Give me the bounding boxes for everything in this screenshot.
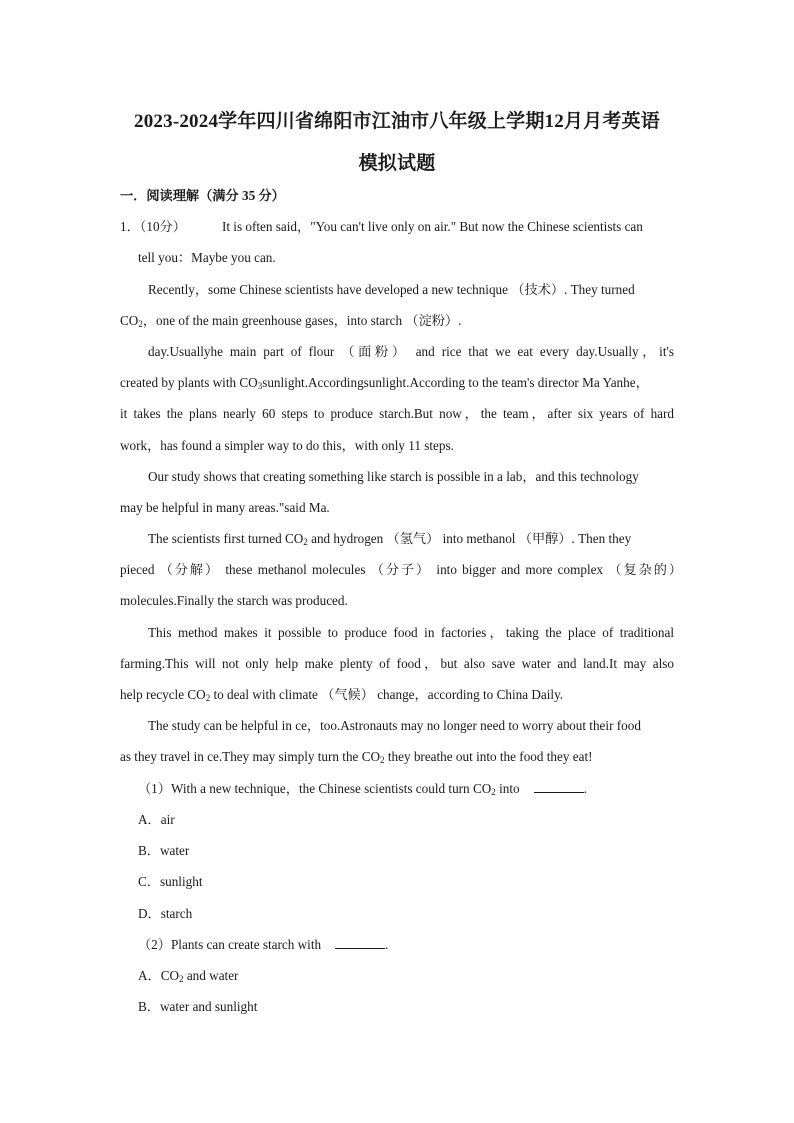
section-heading: 一．阅读理解（满分 35 分） (120, 188, 285, 203)
paragraph-line: Recently，some Chinese scientists have developed a new technique （技术）. They turned (148, 282, 635, 297)
option-c: C．sunlight (138, 874, 203, 889)
paragraph-line: day.Usuallyhe main part of flour （面粉） and rice that we eat every day.Usually，it's (148, 344, 674, 359)
paragraph-line: Our study shows that creating something like starch is possible in a lab，and this technology (148, 469, 639, 484)
option-d: D．starch (138, 906, 193, 921)
paragraph-line: This method makes it possible to produce food in factories，taking the place of traditional (148, 625, 674, 640)
answer-blank (534, 780, 584, 793)
option-a: A．$CO_2$ and water (138, 968, 239, 984)
paragraph-line: created by plants with $CO_3sunlight.Accordingsunlight.According$ to the team's director Ma Yanhe， (120, 375, 649, 391)
paragraph-line: it takes the plans nearly 60 steps to produce starch.But now，the team，after six years of hard (120, 406, 674, 421)
question-stem: （2）Plants can create starch with . (138, 937, 389, 952)
paragraph-line: help recycle $CO_2$ to deal with climate （气候） change，according to China Daily. (120, 687, 564, 703)
paragraph-line: as they travel in ce.They may simply turn the $CO_2$ they breathe out into the food they eat! (120, 749, 593, 765)
question-label: 1．（10分） It is often said，"You can't live only on air." But now the Chinese scientists can (120, 219, 643, 234)
paragraph-line: tell you：Maybe you can. (138, 250, 276, 265)
option-b: B．water (138, 843, 190, 858)
paragraph-line: work，has found a simpler way to do this，with only 11 steps. (120, 438, 454, 453)
answer-blank (335, 936, 385, 949)
paragraph-line: farming.This will not only help make plenty of food，but also save water and land.It may also (120, 656, 674, 671)
option-a: A．air (138, 812, 175, 827)
paragraph-line: molecules.Finally the starch was produced. (120, 593, 348, 608)
question-stem: （1）With a new technique，the Chinese scientists could turn $CO_2$ into . (138, 781, 587, 797)
page-title: 2023-2024学年四川省绵阳市江油市八年级上学期12月月考英语 (134, 111, 660, 132)
paragraph-line: The scientists first turned $CO_2$ and hydrogen （氢气） into methanol （甲醇）. Then they (148, 531, 632, 547)
page-subtitle: 模拟试题 (358, 153, 436, 174)
option-b: B．water and sunlight (138, 999, 258, 1014)
paragraph-line: may be helpful in many areas."said Ma. (120, 500, 330, 515)
paragraph-line: The study can be helpful in ce，too.Astronauts may no longer need to worry about their food (148, 718, 641, 733)
paragraph-line: $CO_2$，one of the main greenhouse gases，into starch （淀粉）. (120, 313, 462, 329)
paragraph-line: pieced （分解） these methanol molecules （分子） into bigger and more complex （复杂的） (120, 562, 682, 577)
